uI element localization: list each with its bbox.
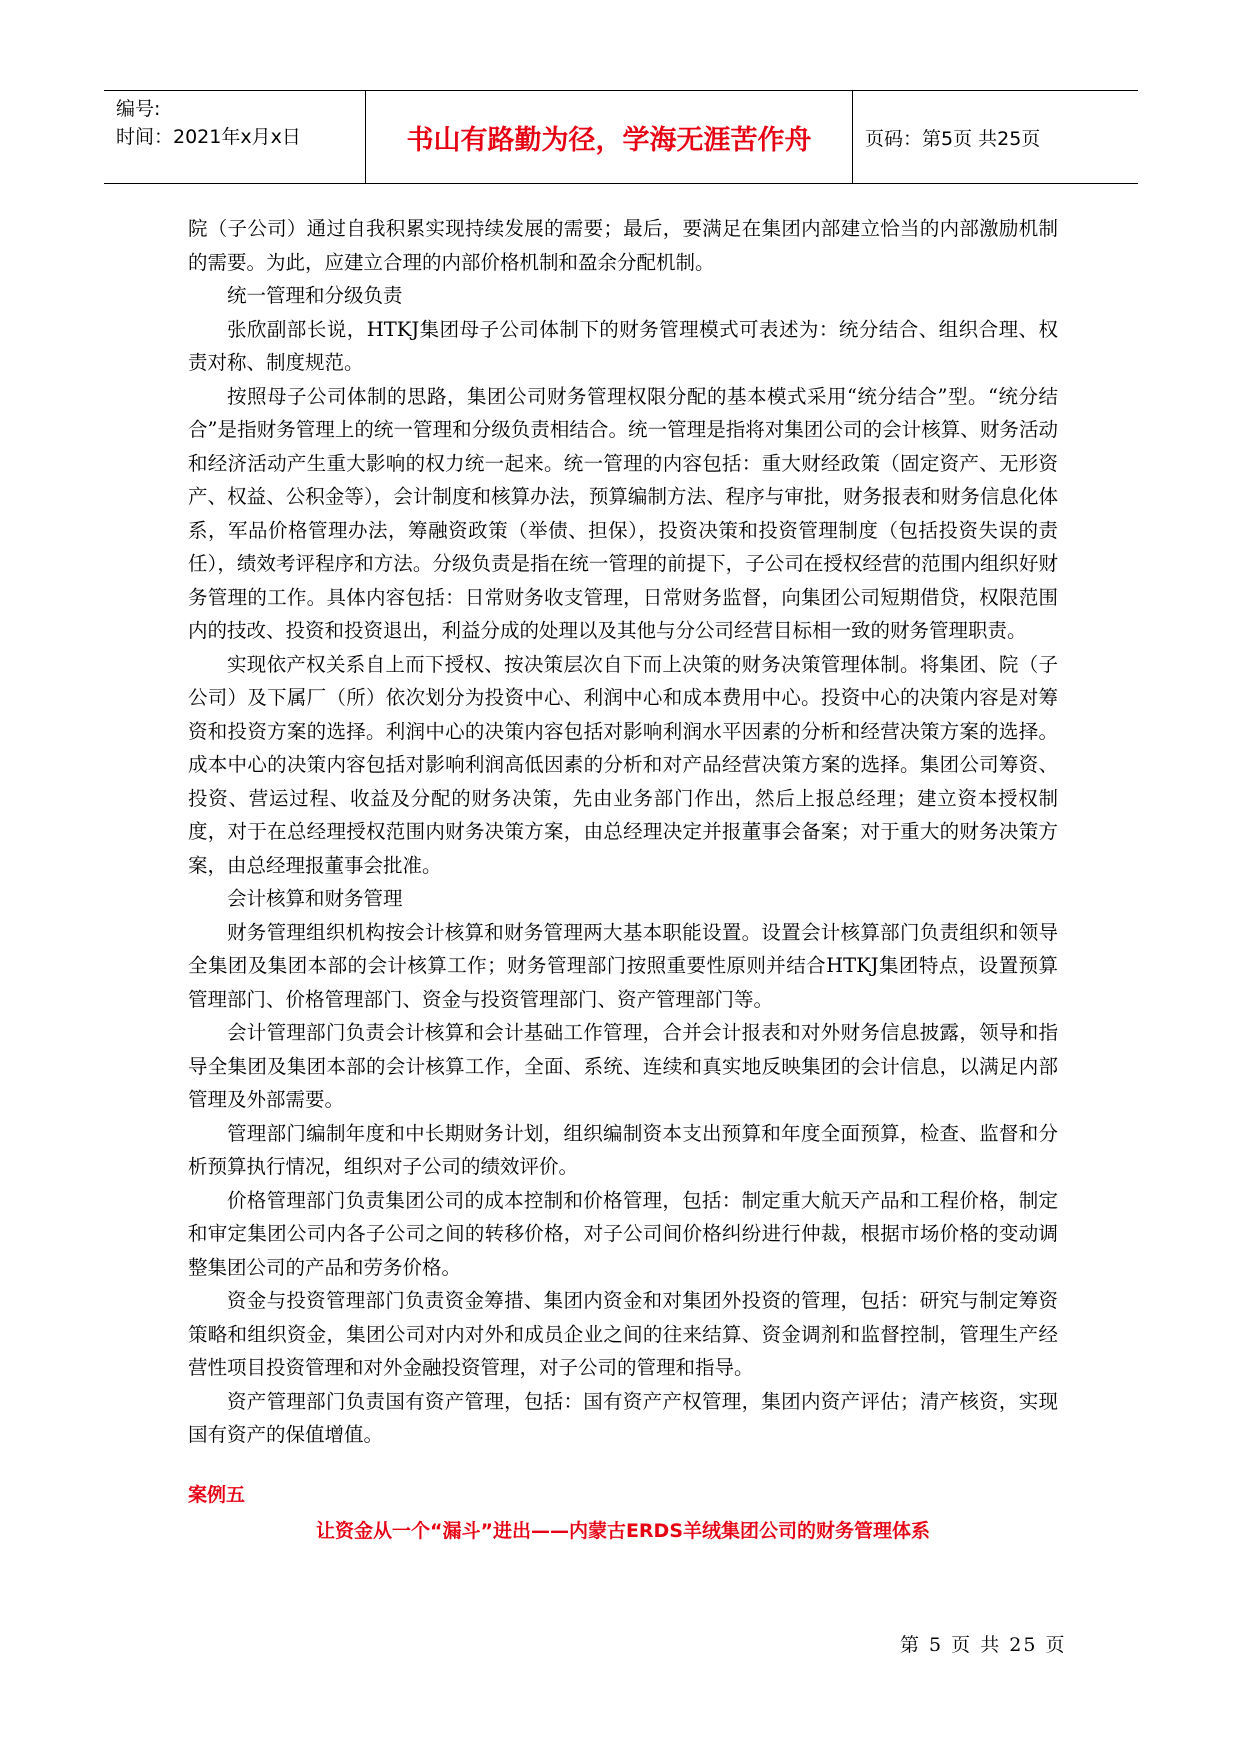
page-header (104, 90, 1138, 184)
header-page-label: 页码：第5页 共25页 (865, 127, 1041, 150)
paragraph: 实现依产权关系自上而下授权、按决策层次自下而上决策的财务决策管理体制。将集团、院（子公司）及下属厂（所）依次划分为投资中心、利润中心和成本费用中心。投资中心的决策内容是对筹资和投资方案的选择。利润中心的决策内容包括对影响利润水平因素的分析和经营决策方案的选择。成本中心的决策内容包括对影响利润高低因素的分析和对产品经营决策方案的选择。集团公司筹资、投资、营运过程、收益及分配的财务决策，先由业务部门作出，然后上报总经理；建立资本授权制度，对于在总经理授权范围内财务决策方案，由总经理决定并报董事会备案；对于重大的财务决策方案，由总经理报董事会批准。 (188, 652, 1058, 877)
case-title: 让资金从一个“漏斗”进出——内蒙古ERDS羊绒集团公司的财务管理体系 (315, 1520, 931, 1542)
document-number-label: 编号: (116, 98, 161, 120)
header-motto: 书山有路勤为径，学海无涯苦作舟 (366, 91, 853, 183)
paragraph: 张欣副部长说，HTKJ集团母子公司体制下的财务管理模式可表述为：统分结合、组织合理、权责对称、制度规范。 (188, 317, 1058, 374)
paragraph: 资产管理部门负责国有资产管理，包括：国有资产产权管理，集团内资产评估；清产核资，实现国有资产的保值增值。 (188, 1389, 1058, 1446)
document-time-label: 时间：2021年x月x日 (116, 126, 301, 148)
paragraph: 会计管理部门负责会计核算和会计基础工作管理，合并会计报表和对外财务信息披露，领导和指导全集团及集团本部的会计核算工作，全面、系统、连续和真实地反映集团的会计信息，以满足内部管理及外部需要。 (188, 1021, 1058, 1111)
paragraph: 财务管理组织机构按会计核算和财务管理两大基本职能设置。设置会计核算部门负责组织和领导全集团及集团本部的会计核算工作；财务管理部门按照重要性原则并结合HTKJ集团特点，设置预算管理部门、价格管理部门、资金与投资管理部门、资产管理部门等。 (188, 920, 1058, 1011)
paragraph: 管理部门编制年度和中长期财务计划，组织编制资本支出预算和年度全面预算，检查、监督和分析预算执行情况，组织对子公司的绩效评价。 (188, 1121, 1058, 1178)
paragraph: 资金与投资管理部门负责资金筹措、集团内资金和对集团外投资的管理，包括：研究与制定筹资策略和组织资金，集团公司对内对外和成员企业之间的往来结算、资金调剂和监督控制，管理生产经营性项目投资管理和对外金融投资管理，对子公司的管理和指导。 (188, 1289, 1058, 1379)
document-body (188, 212, 1058, 1452)
section-heading: 会计核算和财务管理 (227, 887, 403, 910)
case-label: 案例五 (188, 1484, 246, 1506)
paragraph: 院（子公司）通过自我积累实现持续发展的需要；最后，要满足在集团内部建立恰当的内部激励机制的需要。为此，应建立合理的内部价格机制和盈余分配机制。 (188, 217, 1058, 274)
paragraph: 按照母子公司体制的思路，集团公司财务管理权限分配的基本模式采用“统分结合”型。“统分结合”是指财务管理上的统一管理和分级负责相结合。统一管理是指将对集团公司的会计核算、财务活动和经济活动产生重大影响的权力统一起来。统一管理的内容包括：重大财经政策（固定资产、无形资产、权益、公积金等），会计制度和核算办法，预算编制方法、程序与审批，财务报表和财务信息化体系，军品价格管理办法，筹融资政策（举债、担保），投资决策和投资管理制度（包括投资失误的责任），绩效考评程序和方法。分级负责是指在统一管理的前提下，子公司在授权经营的范围内组织好财务管理的工作。具体内容包括：日常财务收支管理，日常财务监督，向集团公司短期借贷，权限范围内的技改、投资和投资退出，利益分成的处理以及其他与分公司经营目标相一致的财务管理职责。 (188, 384, 1058, 642)
header-meta (104, 91, 366, 183)
section-heading: 统一管理和分级负责 (227, 284, 403, 307)
page-footer: 第 5 页 共 25 页 (900, 1634, 1067, 1656)
paragraph: 价格管理部门负责集团公司的成本控制和价格管理，包括：制定重大航天产品和工程价格，制定和审定集团公司内各子公司之间的转移价格，对子公司间价格纠纷进行仲裁，根据市场价格的变动调整集团公司的产品和劳务价格。 (188, 1188, 1058, 1279)
